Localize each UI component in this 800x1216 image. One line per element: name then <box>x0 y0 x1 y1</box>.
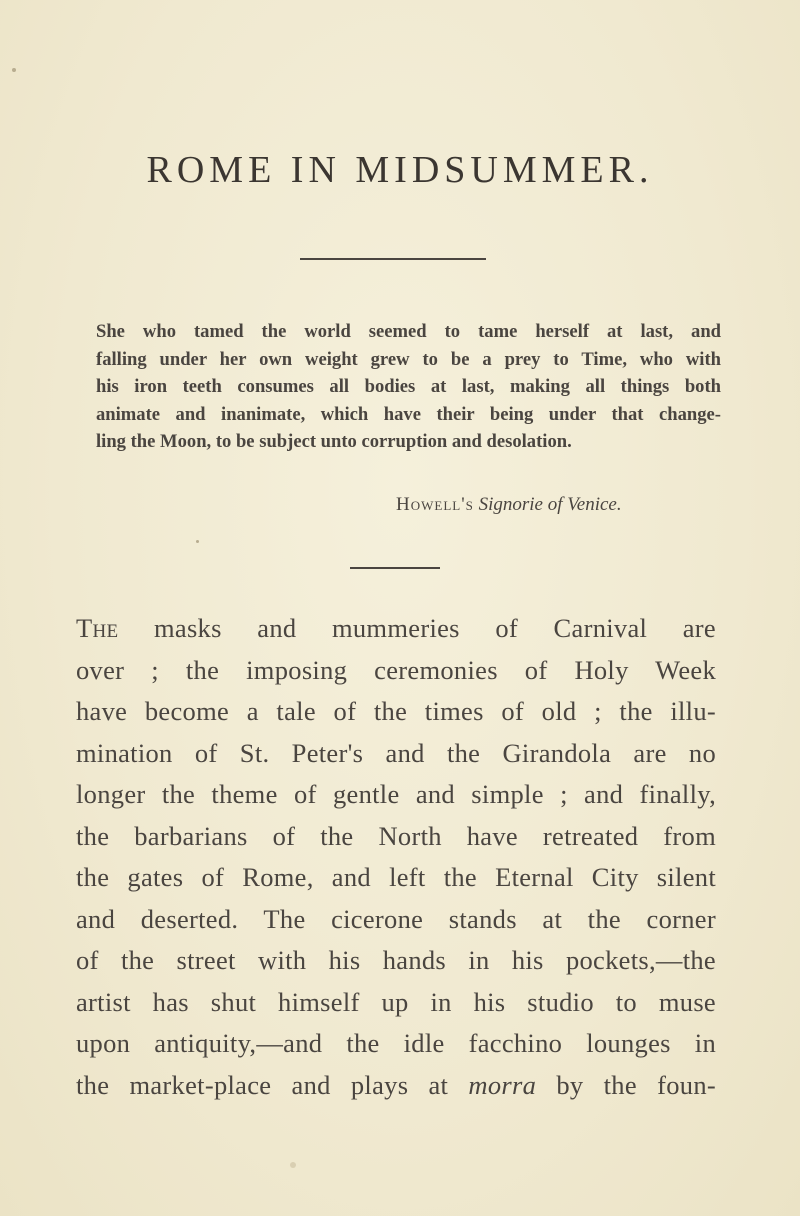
body-line: the gates of Rome, and left the Eternal City silent <box>76 862 716 892</box>
attribution-author: Howell's <box>396 494 474 515</box>
drop-lead-word: The <box>76 613 119 643</box>
epigraph-line: ling the Moon, to be subject unto corruption and desolation. <box>96 431 572 452</box>
body-line-text: by the foun- <box>536 1069 716 1100</box>
epigraph-line: animate and inanimate, which have their being under that change- <box>96 403 721 425</box>
epigraph-line: his iron teeth consumes all bodies at last, making all things both <box>96 376 721 397</box>
paper-speck <box>12 68 16 72</box>
body-line: upon antiquity,—and the idle facchino lounges in <box>76 1028 716 1058</box>
chapter-title: ROME IN MIDSUMMER. <box>146 149 654 191</box>
title-rule <box>300 258 486 260</box>
body-line: have become a tale of the times of old ; the illu- <box>76 696 716 726</box>
body-line-text: the market-place and plays at <box>76 1069 469 1100</box>
body-line: and deserted. The cicerone stands at the corner <box>76 903 716 934</box>
epigraph-attribution <box>396 494 622 516</box>
body-line: the barbarians of the North have retreated from <box>76 820 716 851</box>
body-line: over ; the imposing ceremonies of Holy Week <box>76 654 716 685</box>
paper-speck <box>196 540 199 543</box>
body-line-text: masks and mummeries of Carnival are <box>118 613 716 643</box>
body-paragraph <box>76 608 716 1106</box>
body-line <box>76 1065 716 1107</box>
body-line: of the street with his hands in his pockets,—the <box>76 945 716 975</box>
epigraph-line: She who tamed the world seemed to tame herself at last, and <box>96 321 721 342</box>
italic-term: morra <box>468 1069 537 1100</box>
body-line: mination of St. Peter's and the Girandola are no <box>76 737 716 768</box>
section-rule <box>350 567 440 569</box>
epigraph <box>96 318 721 456</box>
body-line: longer the theme of gentle and simple ; and finally, <box>76 779 716 809</box>
paper-speck <box>290 1162 296 1168</box>
epigraph-line: falling under her own weight grew to be a prey to Time, who with <box>96 348 721 370</box>
attribution-work: Signorie of Venice. <box>478 494 622 515</box>
body-line: artist has shut himself up in his studio to muse <box>76 986 716 1017</box>
body-line <box>76 608 716 650</box>
